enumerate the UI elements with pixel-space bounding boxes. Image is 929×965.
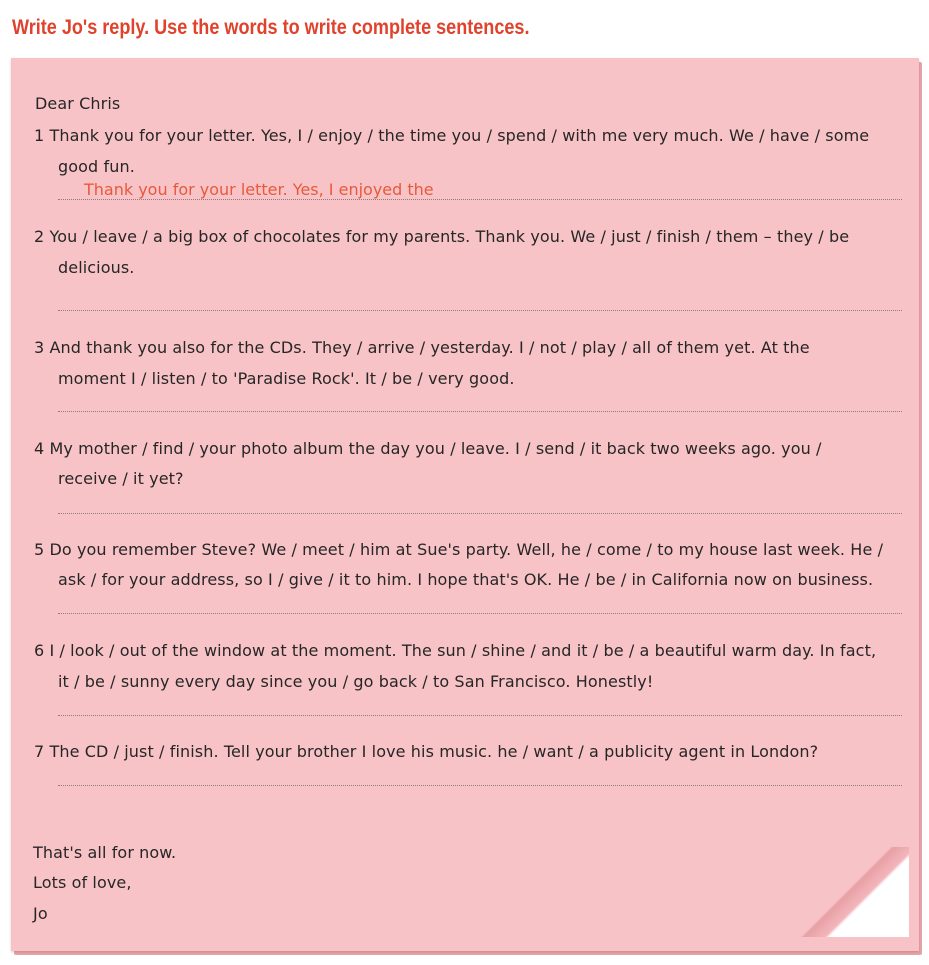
closing-line-1: That's all for now. [33,843,177,862]
item-1-line-1: 1 Thank you for your letter. Yes, I / enjoy / the time you / spend / with me very much. We / have / some [34,126,870,145]
closing-line-2: Lots of love, [33,873,132,892]
item-5-line-1: 5 Do you remember Steve? We / meet / him at Sue's party. Well, he / come / to my house last week. He / [34,540,884,559]
item-4-line-1: 4 My mother / find / your photo album the day you / leave. I / send / it back two weeks ago. you / [34,439,822,458]
page-curl [789,847,909,937]
item-7-line-1: 7 The CD / just / finish. Tell your brother I love his music. he / want / a publicity agent in London? [34,742,819,761]
answer-line-5[interactable] [58,613,902,614]
item-2-line-1: 2 You / leave / a big box of chocolates for my parents. Thank you. We / just / finish / them – they / be [34,227,850,246]
item-1-line-2: good fun. [58,157,135,176]
example-answer: Thank you for your letter. Yes, I enjoyed the [84,180,434,199]
answer-line-3[interactable] [58,411,902,412]
item-4-line-2: receive / it yet? [58,469,184,488]
answer-line-2[interactable] [58,310,902,311]
letter-greeting: Dear Chris [35,94,121,113]
item-6-line-2: it / be / sunny every day since you / go back / to San Francisco. Honestly! [58,672,654,691]
answer-line-6[interactable] [58,715,902,716]
answer-line-7[interactable] [58,785,902,786]
signature: Jo [33,904,48,923]
item-2-line-2: delicious. [58,258,135,277]
exercise-instruction: Write Jo's reply. Use the words to write complete sentences. [12,16,530,39]
item-3-line-1: 3 And thank you also for the CDs. They / arrive / yesterday. I / not / play / all of them yet. At the [34,338,810,357]
item-6-line-1: 6 I / look / out of the window at the moment. The sun / shine / and it / be / a beautiful warm day. In fact, [34,641,877,660]
item-3-line-2: moment I / listen / to 'Paradise Rock'. It / be / very good. [58,369,515,388]
answer-line-1[interactable] [58,199,902,200]
answer-line-4[interactable] [58,513,902,514]
item-5-line-2: ask / for your address, so I / give / it to him. I hope that's OK. He / be / in California now on business. [58,570,874,589]
